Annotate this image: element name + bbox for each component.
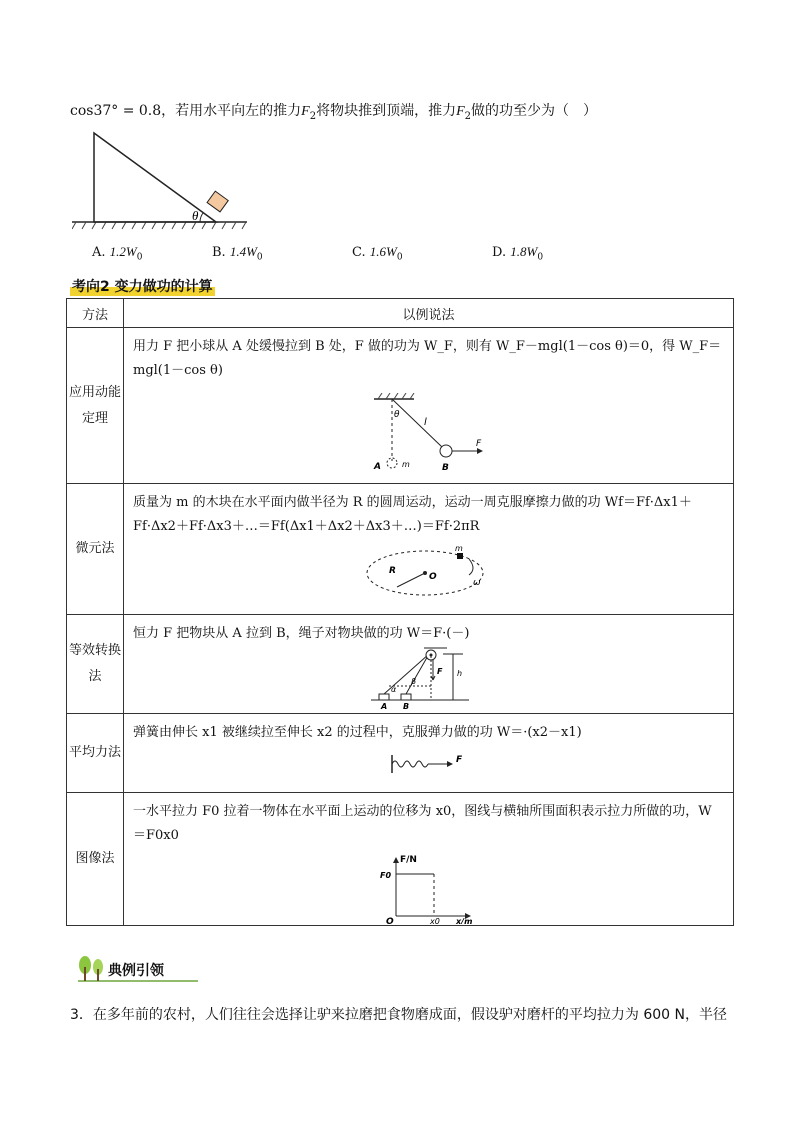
method-cell: 应用动能定理 xyxy=(67,328,124,484)
fig2-O: O xyxy=(428,572,437,582)
block xyxy=(207,191,228,212)
option-c-sub: 0 xyxy=(396,252,403,263)
force-symbol-2: F xyxy=(456,104,465,119)
option-d-label: D. xyxy=(492,245,507,260)
fig5-yaxis: F/N xyxy=(399,855,417,865)
option-b-value: 1.4W xyxy=(229,244,257,259)
force-graph-figure xyxy=(374,852,484,924)
row-description: 一水平拉力 F0 拉着一物体在水平面上运动的位移为 x0，图线与横轴所围面积表示拉力所做的功，W＝F0x0 xyxy=(133,804,712,843)
question-text xyxy=(70,100,597,122)
fig1-A: A xyxy=(373,462,381,472)
row-description: 质量为 m 的木块在水平面内做半径为 R 的圆周运动，运动一周克服摩擦力做的功 Wf＝Ff·Δx1＋Ff·Δx2＋Ff·Δx3＋…＝Ff(Δx1＋Δx2＋Δx3＋…)＝Ff·2πR xyxy=(133,495,692,534)
tree-icon xyxy=(79,956,103,981)
fig1-l: l xyxy=(423,417,427,428)
option-a-value: 1.2W xyxy=(109,244,137,259)
fig5-O: O xyxy=(385,917,394,924)
force-sub: 2 xyxy=(309,110,317,122)
description-cell xyxy=(124,793,734,926)
option-c-value: 1.6W xyxy=(369,244,397,259)
row-description: 恒力 F 把物块从 A 拉到 B，绳子对物块做的功 W＝F·(－) xyxy=(133,626,470,641)
method-cell xyxy=(67,615,124,714)
spring-figure xyxy=(384,751,474,777)
banner-title: 典例引领 xyxy=(108,963,164,979)
method-cell xyxy=(67,793,124,926)
fig3-alpha: α xyxy=(390,685,396,694)
fig1-m: m xyxy=(401,460,410,469)
description-cell xyxy=(124,714,734,793)
fig2-m: m xyxy=(454,544,463,553)
method-cell xyxy=(67,484,124,615)
description-cell xyxy=(124,484,734,615)
force-symbol: F xyxy=(301,104,310,119)
question-part-2: 将物块推到顶端，推力 xyxy=(316,103,457,119)
fig5-xaxis: x/m xyxy=(455,917,472,924)
option-c-label: C. xyxy=(352,245,366,260)
fig1-theta: θ xyxy=(393,410,400,420)
method-label: 平均力法 xyxy=(68,745,121,760)
fig5-x0: x0 xyxy=(429,917,440,924)
incline-figure xyxy=(72,125,252,235)
fig3-h: h xyxy=(456,669,462,678)
fig2-omega: ω xyxy=(472,578,481,588)
option-d-value: 1.8W xyxy=(510,244,538,259)
fig3-B: B xyxy=(402,702,409,710)
description-cell xyxy=(124,328,734,484)
option-a[interactable] xyxy=(92,244,143,263)
section-title: 考向2 变力做功的计算 xyxy=(70,276,215,296)
pendulum-figure xyxy=(364,393,494,473)
force-sub-2: 2 xyxy=(464,110,472,122)
table-row xyxy=(67,615,734,714)
header-method: 方法 xyxy=(67,299,124,328)
question-part-1: ，若用水平向左的推力 xyxy=(161,103,302,119)
fig1-B: B xyxy=(441,463,449,473)
option-a-label: A. xyxy=(92,245,106,260)
option-d[interactable] xyxy=(492,244,543,263)
example-banner xyxy=(72,953,202,983)
option-d-sub: 0 xyxy=(537,252,544,263)
option-b-label: B. xyxy=(212,245,226,260)
fig5-F0: F0 xyxy=(379,871,391,880)
table-row xyxy=(67,484,734,615)
cos-expression: cos37° = 0.8 xyxy=(70,103,162,119)
option-b[interactable] xyxy=(212,244,263,263)
method-label: 图像法 xyxy=(75,851,115,866)
description-cell xyxy=(124,615,734,714)
fig2-R: R xyxy=(388,566,396,576)
option-c[interactable] xyxy=(352,244,403,263)
fig1-F: F xyxy=(475,439,481,449)
row-description: 弹簧由伸长 x1 被继续拉至伸长 x2 的过程中，克服弹力做的功 W＝·(x2－x1) xyxy=(133,725,582,740)
table-row xyxy=(67,793,734,926)
row-description: 用力 F 把小球从 A 处缓慢拉到 B 处，F 做的功为 W_F，则有 W_F－mgl(1－cos θ)＝0，得 W_F＝mgl(1－cos θ) xyxy=(133,339,722,378)
methods-table xyxy=(66,298,734,926)
fig3-F: F xyxy=(436,667,442,676)
pulley-figure xyxy=(369,646,489,710)
option-b-sub: 0 xyxy=(256,252,263,263)
method-label: 微元法 xyxy=(75,541,115,556)
table-row xyxy=(67,328,734,484)
angle-label: θ xyxy=(192,208,199,223)
question-3: 3．在多年前的农村，人们往往会选择让驴来拉磨把食物磨成面，假设驴对磨杆的平均拉力为 600 N，半径 xyxy=(70,1007,727,1023)
method-cell xyxy=(67,714,124,793)
question-part-3: 做的功至少为（ ） xyxy=(471,103,598,119)
circle-motion-figure xyxy=(359,543,499,599)
option-a-sub: 0 xyxy=(136,252,143,263)
table-row xyxy=(67,714,734,793)
fig3-beta: β xyxy=(410,677,416,686)
fig3-A: A xyxy=(380,702,387,710)
fig4-F: F xyxy=(455,755,462,765)
header-description: 以例说法 xyxy=(124,299,734,328)
method-label: 等效转换法 xyxy=(68,643,121,684)
table-header-row xyxy=(67,299,734,328)
